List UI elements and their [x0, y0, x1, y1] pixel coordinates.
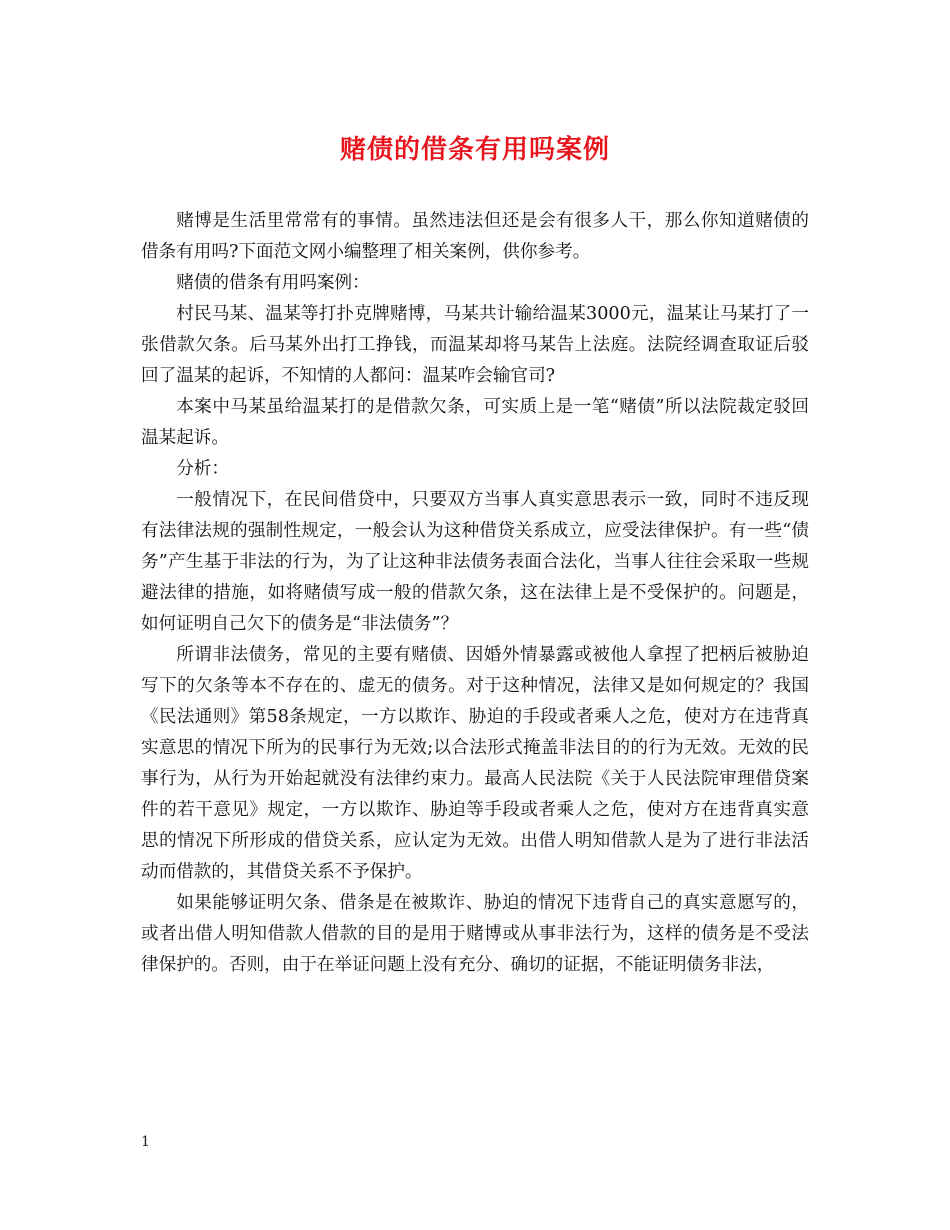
paragraph-case-facts: 村民马某、温某等打扑克牌赌博，马某共计输给温某3000元，温某让马某打了一张借款欠条。后马某外出打工挣钱，而温某却将马某告上法庭。法院经调查取证后驳回了温某的起诉，不知情的人都问：温某咋会输官司? — [141, 304, 809, 386]
paragraph-case-ruling: 本案中马某虽给温某打的是借款欠条，可实质上是一笔“赌债”所以法院裁定驳回温某起诉。 — [141, 397, 809, 448]
paragraph-intro: 赌博是生活里常常有的事情。虽然违法但还是会有很多人干，那么你知道赌债的借条有用吗?下面范文网小编整理了相关案例，供你参考。 — [141, 211, 809, 262]
paragraph-case-heading: 赌债的借条有用吗案例： — [176, 273, 370, 293]
paragraph-analysis-general: 一般情况下，在民间借贷中，只要双方当事人真实意思表示一致，同时不违反现有法律法规的强制性规定，一般会认为这种借贷关系成立，应受法律保护。有一些“债务”产生基于非法的行为，为了让这种非法债务表面合法化，当事人往往会采取一些规避法律的措施，如将赌债写成一般的借款欠条，这在法律上是不受保护的。问题是，如何证明自己欠下的债务是“非法债务”？ — [141, 490, 809, 634]
paragraph-analysis-heading: 分析： — [176, 459, 229, 479]
page-number: 1 — [141, 1134, 150, 1150]
paragraph-illegal-debt: 所谓非法债务，常见的主要有赌债、因婚外情暴露或被他人拿捏了把柄后被胁迫写下的欠条等本不存在的、虚无的债务。对于这种情况，法律又是如何规定的？我国《民法通则》第58条规定，一方以欺诈、胁迫的手段或者乘人之危，使对方在违背真实意思的情况下所为的民事行为无效;以合法形式掩盖非法目的的行为无效。无效的民事行为，从行为开始起就没有法律约束力。最高人民法院《关于人民法院审理借贷案件的若干意见》规定，一方以欺诈、胁迫等手段或者乘人之危，使对方在违背真实意思的情况下所形成的借贷关系，应认定为无效。出借人明知借款人是为了进行非法活动而借款的，其借贷关系不予保护。 — [141, 645, 809, 882]
document-body — [141, 206, 809, 981]
paragraph-proof: 如果能够证明欠条、借条是在被欺诈、胁迫的情况下违背自己的真实意愿写的，或者出借人明知借款人借款的目的是用于赌博或从事非法行为，这样的债务是不受法律保护的。否则，由于在举证问题上没有充分、确切的证据，不能证明债务非法， — [141, 893, 809, 975]
document-title: 赌债的借条有用吗案例 — [339, 135, 610, 165]
